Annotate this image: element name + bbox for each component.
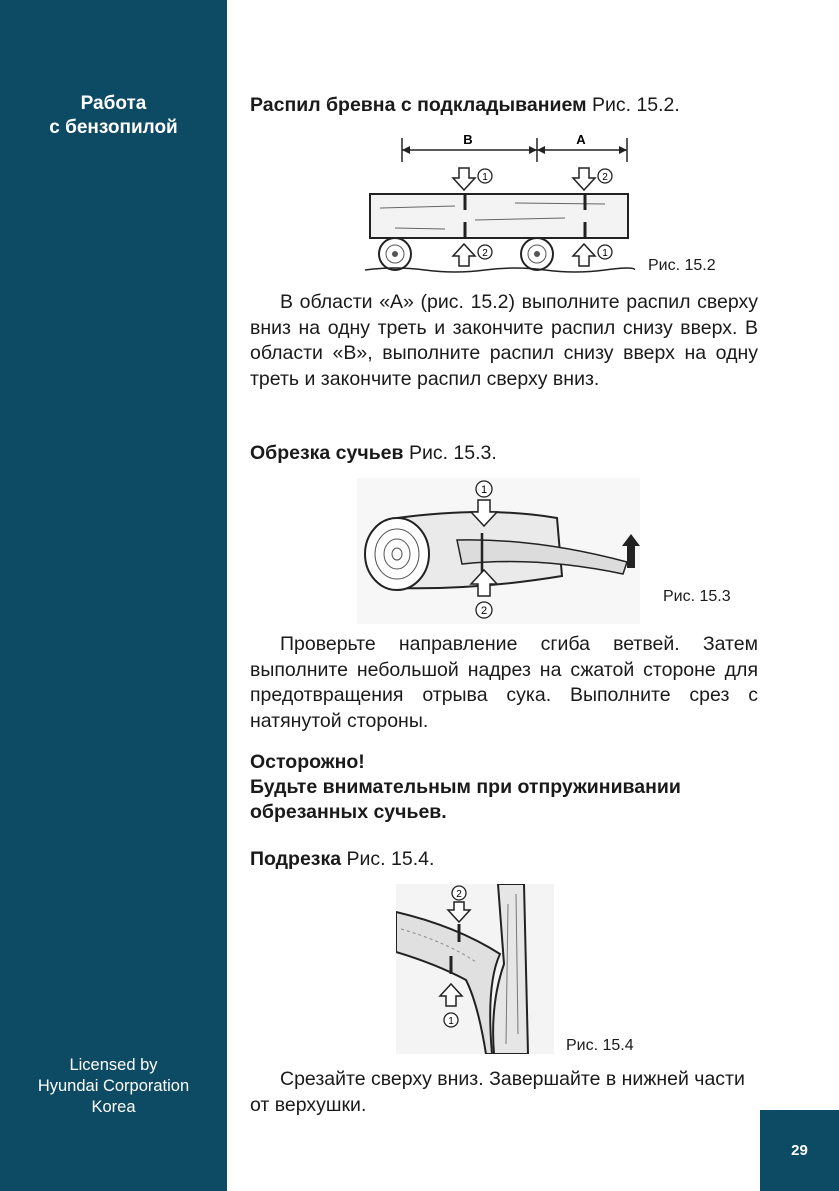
figure-15-2-caption: Рис. 15.2 [648,257,716,274]
section2-heading [250,442,497,465]
section3-heading [250,848,434,871]
marker-1-bottom-right: 1 [602,248,608,259]
marker-2-bottom: 2 [480,605,488,617]
section-title-line2: с бензопилой [49,117,178,138]
license-note [0,1055,227,1118]
section3-heading-ref: Рис. 15.4. [346,848,435,870]
section3-paragraph: Срезайте сверху вниз. Завершайте в нижней части от верхушки. [250,1068,745,1116]
label-b: B [463,132,473,147]
license-line3: Korea [91,1098,136,1116]
page-number: 29 [791,1142,808,1159]
section1-paragraph: В области «А» (рис. 15.2) выполните распил сверху вниз на одну треть и закончите распил снизу вверх. В области «В», выполните распил снизу вверх на одну треть и закончите распил сверху вниз. [250,291,758,390]
pruning-illustration [396,884,554,1054]
figure-15-3 [357,478,640,624]
page-number-box [760,1110,839,1191]
label-a: A [576,132,586,147]
section2-heading-bold: Обрезка сучьев [250,442,404,464]
figure-15-2 [365,128,635,276]
figure-15-4 [396,884,554,1054]
section-title [0,92,227,140]
sidebar [0,0,227,1191]
marker-1-top: 1 [480,484,488,496]
warning-text: Будьте внимательным при отпружинивании обрезанных сучьев. [250,776,681,823]
license-line1: Licensed by [69,1056,158,1074]
log-cut-illustration [365,128,635,276]
section3-heading-bold: Подрезка [250,848,342,870]
license-line2: Hyundai Corporation [37,1077,190,1095]
section1-heading [250,94,680,117]
section2-heading-ref: Рис. 15.3. [408,442,497,464]
section-title-line1: Работа [80,93,147,114]
warning-title: Осторожно! [250,751,365,773]
branch-cut-illustration [357,478,640,624]
marker-2-top: 2 [456,889,462,900]
marker-2-top-right: 2 [602,172,608,183]
marker-2-bottom-left: 2 [482,248,488,259]
figure-15-3-caption: Рис. 15.3 [663,588,731,605]
marker-1-top-left: 1 [482,172,488,183]
section1-heading-ref: Рис. 15.2. [591,94,680,116]
marker-1-bottom: 1 [448,1016,454,1027]
warning-block [250,750,762,825]
section1-heading-bold: Распил бревна с подкладыванием [250,94,587,116]
figure-15-4-caption: Рис. 15.4 [566,1037,634,1054]
section2-paragraph: Проверьте направление сгиба ветвей. Затем выполните небольшой надрез на сжатой стороне для предотвращения отрыва сука. Выполните срез с натянутой стороны. [250,633,758,732]
